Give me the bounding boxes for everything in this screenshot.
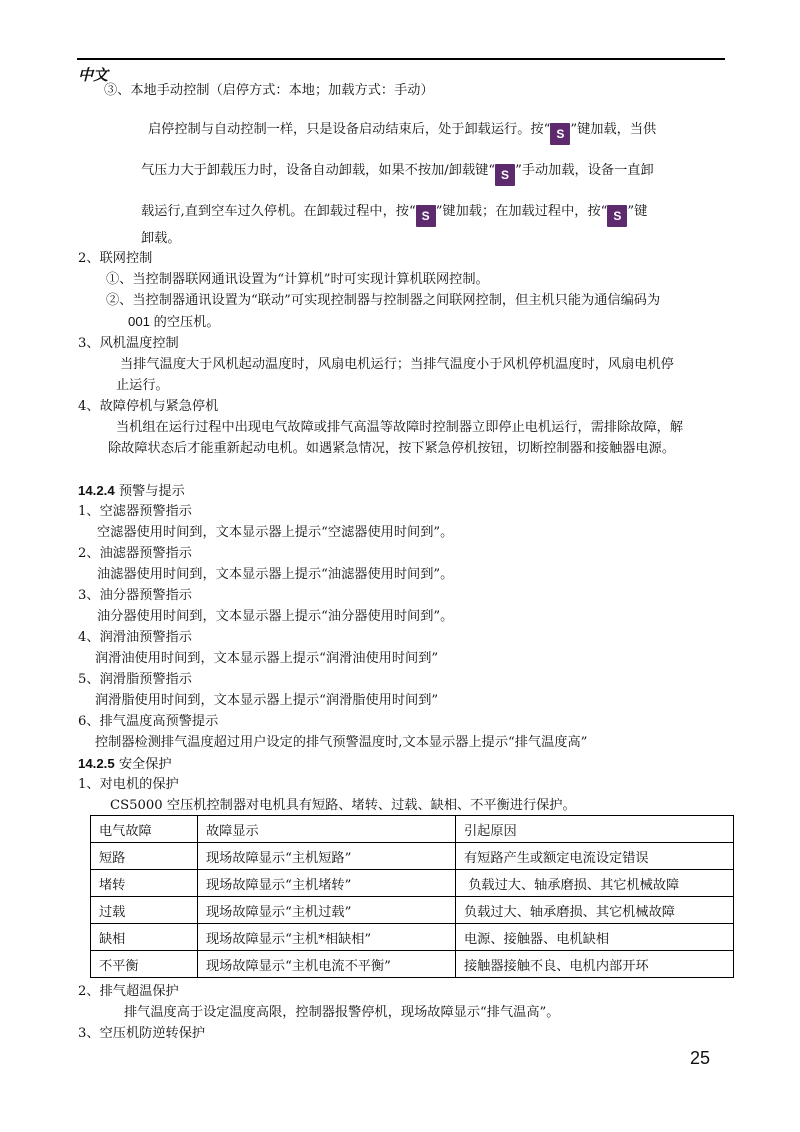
- local-manual-para-line1: [148, 121, 656, 145]
- warning-item-text: 控制器检测排气温度超过用户设定的排气预警温度时,文本显示器上提示“排气温度高”: [95, 735, 588, 750]
- table-header-cell: 故障显示: [198, 816, 456, 843]
- text: 启停控制与自动控制一样，只是设备启动结束后，处于卸载运行。按“: [148, 122, 551, 137]
- s-key-icon: S: [495, 164, 515, 186]
- table-cell: 现场故障显示“主机过载”: [198, 897, 456, 924]
- section-number: 14.2.5: [78, 756, 115, 771]
- exhaust-protection-text: 排气温度高于设定温度高限，控制器报警停机，现场故障显示“排气温高”。: [124, 1005, 560, 1020]
- fault-stop-line2: 除故障状态后才能重新起动电机。如遇紧急情况，按下紧急停机按钮，切断控制器和接触器电源。: [108, 441, 676, 456]
- reverse-protection-title: 3、空压机防逆转保护: [78, 1026, 206, 1041]
- local-manual-para-line3: [141, 203, 647, 227]
- section-title: 预警与提示: [118, 484, 185, 499]
- table-row: [91, 951, 734, 978]
- exhaust-protection-title: 2、排气超温保护: [78, 984, 179, 999]
- page-number: 25: [690, 1048, 711, 1068]
- warning-item-text: 油滤器使用时间到，文本显示器上提示“油滤器使用时间到”。: [97, 567, 454, 582]
- network-control-line2: ②、当控制器通讯设置为“联动”可实现控制器与控制器之间联网控制，但主机只能为通信编码为: [106, 293, 661, 308]
- table-row: [91, 843, 734, 870]
- local-manual-title: ③、本地手动控制（启停方式：本地；加载方式：手动）: [104, 83, 434, 98]
- network-control-title: 2、联网控制: [78, 251, 153, 266]
- section-1424-heading: [78, 482, 185, 501]
- table-cell: 短路: [91, 843, 198, 870]
- warning-item-title: 4、润滑油预警指示: [78, 630, 192, 645]
- s-key-icon: S: [550, 123, 570, 145]
- text: ”键加载；在加载过程中，按“: [435, 204, 608, 219]
- table-header-cell: 电气故障: [91, 816, 198, 843]
- warning-item-text: 空滤器使用时间到，文本显示器上提示“空滤器使用时间到”。: [97, 525, 454, 540]
- text: ”手动加载，设备一直卸: [515, 163, 654, 178]
- network-control-line1: ①、当控制器联网通讯设置为“计算机”时可实现计算机联网控制。: [106, 272, 489, 287]
- table-cell: 现场故障显示“主机短路”: [198, 843, 456, 870]
- warning-item-title: 6、排气温度高预警提示: [78, 714, 219, 729]
- table-cell: 现场故障显示“主机堵转”: [198, 870, 456, 897]
- warning-item-title: 3、油分器预警指示: [78, 588, 192, 603]
- fan-control-title: 3、风机温度控制: [78, 336, 179, 351]
- table-row: [91, 870, 734, 897]
- text: ”键: [627, 204, 648, 219]
- text: 载运行,直到空车过久停机。在卸载过程中，按“: [141, 204, 416, 219]
- text: 气压力大于卸载压力时，设备自动卸载，如果不按加/卸载键“: [141, 163, 496, 178]
- warning-item-title: 1、空滤器预警指示: [78, 504, 192, 519]
- table-cell: 过载: [91, 897, 198, 924]
- text: ”键加载，当供: [570, 122, 657, 137]
- table-cell: 接触器接触不良、电机内部开环: [456, 951, 734, 978]
- fan-control-line2: 止运行。: [116, 378, 169, 393]
- table-cell: 负载过大、轴承磨损、其它机械故障: [456, 897, 734, 924]
- s-key-icon: S: [607, 205, 627, 227]
- local-manual-para-line4: 卸载。: [141, 231, 181, 246]
- fault-stop-line1: 当机组在运行过程中出现电气故障或排气高温等故障时控制器立即停止电机运行，需排除故障，解: [116, 420, 684, 435]
- warning-item-text: 油分器使用时间到，文本显示器上提示“油分器使用时间到”。: [97, 609, 454, 624]
- table-row: [91, 924, 734, 951]
- fault-table: [90, 815, 734, 978]
- warning-item-text: 润滑脂使用时间到，文本显示器上提示“润滑脂使用时间到”: [95, 693, 439, 708]
- s-key-icon: S: [416, 205, 436, 227]
- table-cell: 电源、接触器、电机缺相: [456, 924, 734, 951]
- network-control-line3: 001 的空压机。: [128, 314, 220, 329]
- fault-stop-title: 4、故障停机与紧急停机: [78, 399, 219, 414]
- motor-protection-text: CS5000 空压机控制器对电机具有短路、堵转、过载、缺相、不平衡进行保护。: [110, 798, 576, 813]
- table-cell: 现场故障显示“主机电流不平衡”: [198, 951, 456, 978]
- warning-item-title: 5、润滑脂预警指示: [78, 672, 192, 687]
- motor-protection-title: 1、对电机的保护: [78, 777, 179, 792]
- table-header-cell: 引起原因: [456, 816, 734, 843]
- warning-item-text: 润滑油使用时间到，文本显示器上提示“润滑油使用时间到”: [95, 651, 439, 666]
- fan-control-line1: 当排气温度大于风机起动温度时，风扇电机运行；当排气温度小于风机停机温度时，风扇电机停: [120, 357, 674, 372]
- table-cell: 缺相: [91, 924, 198, 951]
- table-row: [91, 897, 734, 924]
- language-label: 中文: [78, 66, 109, 84]
- table-cell: 堵转: [91, 870, 198, 897]
- table-cell: 负载过大、轴承磨损、其它机械故障: [456, 870, 734, 897]
- section-title: 安全保护: [118, 757, 172, 772]
- table-cell: 不平衡: [91, 951, 198, 978]
- table-header-row: [91, 816, 734, 843]
- table-cell: 现场故障显示“主机*相缺相”: [198, 924, 456, 951]
- header-rule: [77, 58, 725, 60]
- section-1425-heading: [78, 755, 172, 774]
- section-number: 14.2.4: [78, 483, 115, 498]
- table-cell: 有短路产生或额定电流设定错误: [456, 843, 734, 870]
- warning-item-title: 2、油滤器预警指示: [78, 546, 192, 561]
- local-manual-para-line2: [141, 162, 654, 186]
